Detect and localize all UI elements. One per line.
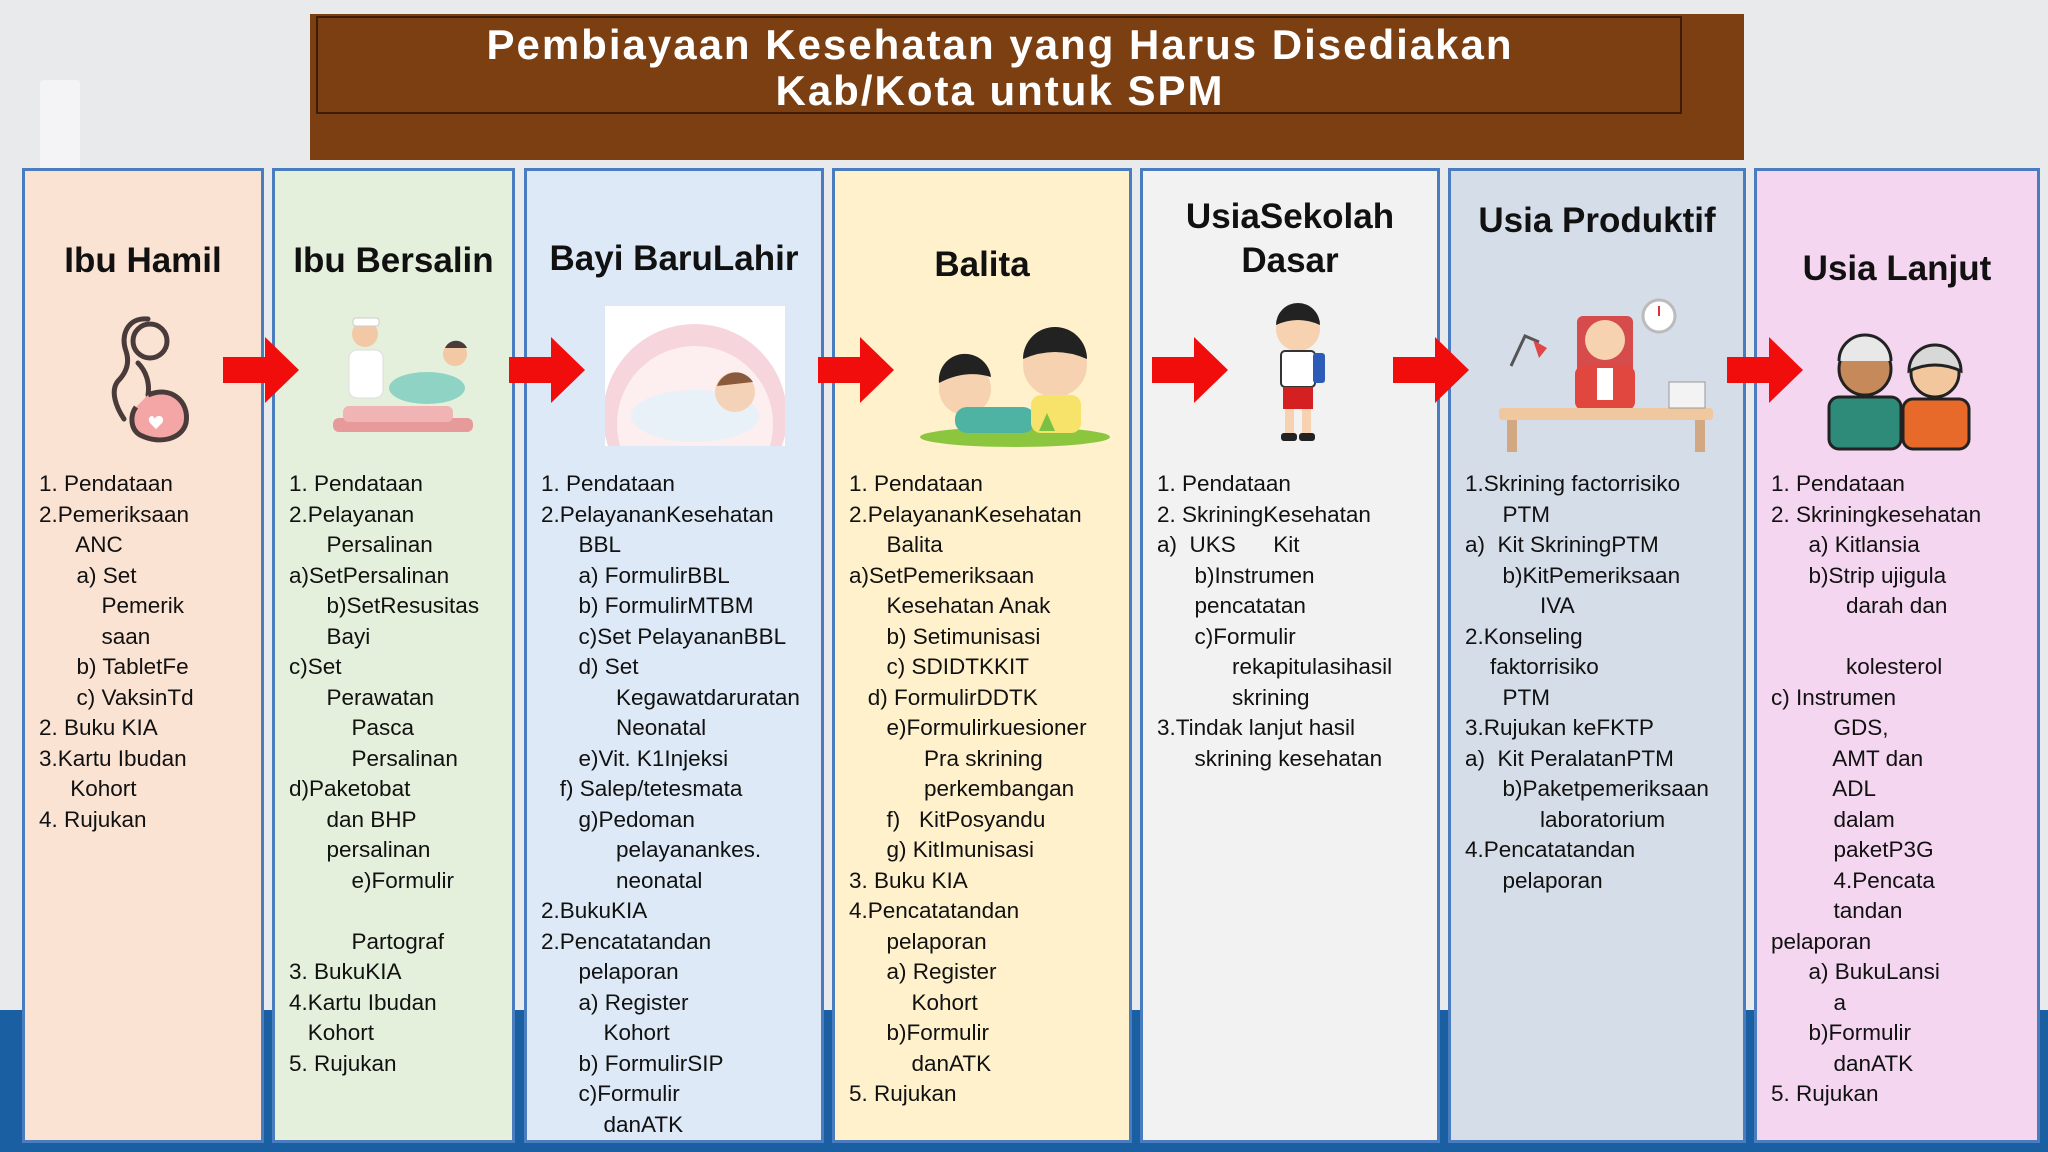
list-item: a) Kitlansia — [1771, 532, 1920, 557]
list-item: skrining — [1157, 684, 1310, 710]
list-item: Balita — [849, 532, 943, 557]
list-item: Kohort — [289, 1020, 375, 1045]
list-item: b)Instrumen — [1157, 562, 1315, 588]
list-item: b) FormulirSIP — [541, 1050, 724, 1076]
list-item: Kegawatdaruratan — [541, 684, 800, 710]
list-item: a) FormulirBBL — [541, 562, 730, 588]
birth-care-icon — [323, 306, 483, 446]
list-item: Neonatal — [541, 715, 707, 740]
list-item: dan BHP — [289, 806, 417, 832]
list-item: Bayi — [289, 623, 371, 649]
list-item: b) TabletFe — [39, 654, 189, 679]
right-arrow-icon — [1393, 337, 1469, 403]
list-item: e)Formulir — [289, 867, 455, 893]
column-title-line-1: UsiaSekolah — [1185, 197, 1395, 236]
column-ibu-hamil — [22, 168, 264, 1143]
list-item: d) Set — [541, 654, 639, 679]
newborn-icon — [605, 306, 785, 446]
list-item: a) Kit SkriningPTM — [1465, 532, 1659, 557]
toddlers-icon — [915, 319, 1115, 449]
list-item: persalinan — [289, 837, 431, 862]
list-item: 3. BukuKIA — [289, 959, 402, 984]
list-item: d)Paketobat — [289, 776, 411, 801]
list-item: Persalinan — [289, 532, 433, 557]
list-item: Pemerik — [39, 593, 185, 618]
list-item: 1. Pendataan — [289, 471, 423, 496]
list-item: pelaporan — [849, 928, 987, 954]
right-arrow-icon — [223, 337, 299, 403]
list-item: darah dan — [1771, 593, 1948, 618]
list-item: neonatal — [541, 867, 703, 893]
list-item: 2.PelayananKesehatan — [541, 501, 774, 527]
list-item — [289, 896, 504, 927]
list-item: a)SetPersalinan — [289, 562, 450, 588]
list-item: Kohort — [849, 989, 978, 1015]
list-item: c)Formulir — [541, 1081, 680, 1106]
list-item: e)Formulirkuesioner — [849, 715, 1087, 740]
title-line-2: Kab/Kota untuk SPM — [775, 67, 1225, 114]
list-item: d) FormulirDDTK — [849, 684, 1038, 710]
list-item: Partograf — [289, 928, 445, 954]
list-item: GDS, — [1771, 715, 1889, 740]
list-item: 3.Rujukan keFKTP — [1465, 715, 1654, 740]
column-balita — [832, 168, 1132, 1143]
item-list — [1771, 469, 2029, 1110]
column-title: Ibu Hamil — [64, 241, 222, 280]
list-item: 3.Tindak lanjut hasil — [1157, 715, 1356, 740]
list-item — [1771, 622, 2029, 653]
list-item: pencatatan — [1157, 593, 1306, 618]
list-item: 5. Rujukan — [849, 1081, 957, 1106]
list-item: g) KitImunisasi — [849, 837, 1035, 862]
list-item: b)Formulir — [1771, 1020, 1912, 1045]
column-ibu-bersalin — [272, 168, 515, 1143]
list-item: Perawatan — [289, 684, 435, 710]
item-list — [541, 469, 813, 1140]
list-item: f) Salep/tetesmata — [541, 776, 743, 801]
list-item: c)Set PelayananBBL — [541, 623, 787, 649]
list-item: IVA — [1465, 593, 1575, 618]
column-bayi-baru-lahir — [524, 168, 824, 1143]
list-item: pelaporan — [1771, 928, 1872, 954]
list-item: c) VaksinTd — [39, 684, 194, 710]
right-arrow-icon — [509, 337, 585, 403]
list-item: Kohort — [541, 1020, 670, 1045]
list-item: b) Setimunisasi — [849, 623, 1041, 649]
column-title: Usia Produktif — [1478, 201, 1716, 240]
list-item: Pra skrining — [849, 745, 1043, 771]
list-item: PTM — [1465, 501, 1551, 527]
right-arrow-icon — [1152, 337, 1228, 403]
page-title — [310, 14, 1690, 114]
list-item: 1. Pendataan — [39, 471, 173, 496]
list-item: b)Paketpemeriksaan — [1465, 776, 1709, 801]
list-item: c)Set — [289, 654, 342, 679]
slide-header — [310, 14, 1744, 160]
pregnant-woman-icon — [90, 311, 210, 451]
list-item: b)Strip ujigula — [1771, 562, 1947, 588]
list-item: 2.Pelayanan — [289, 501, 415, 527]
list-item: 3.Kartu Ibudan — [39, 745, 187, 771]
list-item: 2.Pemeriksaan — [39, 501, 190, 527]
list-item: b) FormulirMTBM — [541, 593, 754, 618]
list-item: AMT dan — [1771, 745, 1924, 771]
elderly-couple-icon — [1817, 331, 1983, 451]
list-item: 2.BukuKIA — [541, 898, 648, 923]
list-item: a) Register — [849, 959, 997, 984]
list-item: 4.Pencatatandan — [849, 898, 1020, 923]
list-item: pelayanankes. — [541, 837, 762, 862]
office-worker-icon — [1491, 296, 1721, 456]
list-item: Persalinan — [289, 745, 458, 771]
item-list — [39, 469, 253, 835]
list-item: 1. Pendataan — [849, 471, 983, 496]
schoolboy-icon — [1243, 303, 1353, 448]
column-title: Usia Lanjut — [1802, 249, 1992, 288]
column-title: Ibu Bersalin — [293, 241, 494, 280]
list-item: a — [1771, 989, 1847, 1015]
list-item: ANC — [39, 532, 123, 557]
list-item: pelaporan — [541, 959, 679, 984]
list-item: skrining kesehatan — [1157, 745, 1383, 771]
list-item: a) Register — [541, 989, 689, 1015]
list-item: ADL — [1771, 776, 1877, 801]
list-item: a) Kit PeralatanPTM — [1465, 745, 1674, 771]
list-item: 1. Pendataan — [1157, 471, 1291, 496]
list-item: PTM — [1465, 684, 1551, 710]
item-list — [1157, 469, 1429, 774]
column-title: Bayi BaruLahir — [549, 239, 799, 278]
list-item: danATK — [849, 1050, 992, 1076]
list-item: perkembangan — [849, 776, 1075, 801]
list-item: danATK — [1771, 1050, 1914, 1076]
list-item: 3. Buku KIA — [849, 867, 968, 893]
column-title-line-2: Dasar — [1241, 241, 1339, 280]
column-usia-lanjut — [1754, 168, 2040, 1143]
list-item: c) Instrumen — [1771, 684, 1897, 710]
item-list — [1465, 469, 1735, 896]
list-item: 1.Skrining factorrisiko — [1465, 471, 1681, 496]
list-item: rekapitulasihasil — [1157, 654, 1393, 679]
right-arrow-icon — [1727, 337, 1803, 403]
list-item: 4. Rujukan — [39, 806, 147, 832]
list-item: a) UKS Kit — [1157, 532, 1300, 557]
list-item: 4.Kartu Ibudan — [289, 989, 437, 1015]
list-item: 1. Pendataan — [541, 471, 675, 496]
list-item: pelaporan — [1465, 867, 1603, 893]
list-item: b)KitPemeriksaan — [1465, 562, 1681, 588]
list-item: g)Pedoman — [541, 806, 695, 832]
list-item: paketP3G — [1771, 837, 1934, 862]
column-usia-produktif — [1448, 168, 1746, 1143]
list-item: kolesterol — [1771, 654, 1943, 679]
list-item: b)Formulir — [849, 1020, 990, 1045]
list-item: a)SetPemeriksaan — [849, 562, 1035, 588]
column-title: Balita — [934, 245, 1030, 284]
list-item: 5. Rujukan — [1771, 1081, 1879, 1106]
item-list — [849, 469, 1121, 1110]
list-item: a) BukuLansi — [1771, 959, 1940, 984]
list-item: 2. Skriningkesehatan — [1771, 501, 1982, 527]
list-item: tandan — [1771, 898, 1903, 923]
list-item: a) Set — [39, 562, 137, 588]
list-item: 2.PelayananKesehatan — [849, 501, 1082, 527]
list-item: 4.Pencatatandan — [1465, 837, 1636, 862]
list-item: danATK — [541, 1111, 684, 1137]
list-item: c)Formulir — [1157, 623, 1296, 649]
list-item: 2. Buku KIA — [39, 715, 158, 740]
list-item: c) SDIDTKKIT — [849, 654, 1030, 679]
list-item: saan — [39, 623, 151, 649]
list-item: laboratorium — [1465, 806, 1666, 832]
list-item: 5. Rujukan — [289, 1050, 397, 1076]
list-item: f) KitPosyandu — [849, 806, 1046, 832]
list-item: Kesehatan Anak — [849, 593, 1051, 618]
column-usia-sekolah-dasar — [1140, 168, 1440, 1143]
list-item: 2.Konseling — [1465, 623, 1583, 649]
list-item: 4.Pencata — [1771, 867, 1935, 893]
list-item: b)SetResusitas — [289, 593, 480, 618]
right-arrow-icon — [818, 337, 894, 403]
list-item: Kohort — [39, 776, 137, 801]
list-item: faktorrisiko — [1465, 654, 1599, 679]
title-line-1: Pembiayaan Kesehatan yang Harus Disediakan — [486, 21, 1514, 68]
list-item: 2. SkriningKesehatan — [1157, 501, 1371, 527]
list-item: 2.Pencatatandan — [541, 928, 712, 954]
list-item: BBL — [541, 532, 622, 557]
list-item: dalam — [1771, 806, 1895, 832]
list-item: Pasca — [289, 715, 415, 740]
list-item: 1. Pendataan — [1771, 471, 1905, 496]
list-item: e)Vit. K1Injeksi — [541, 745, 729, 771]
item-list — [289, 469, 504, 1079]
